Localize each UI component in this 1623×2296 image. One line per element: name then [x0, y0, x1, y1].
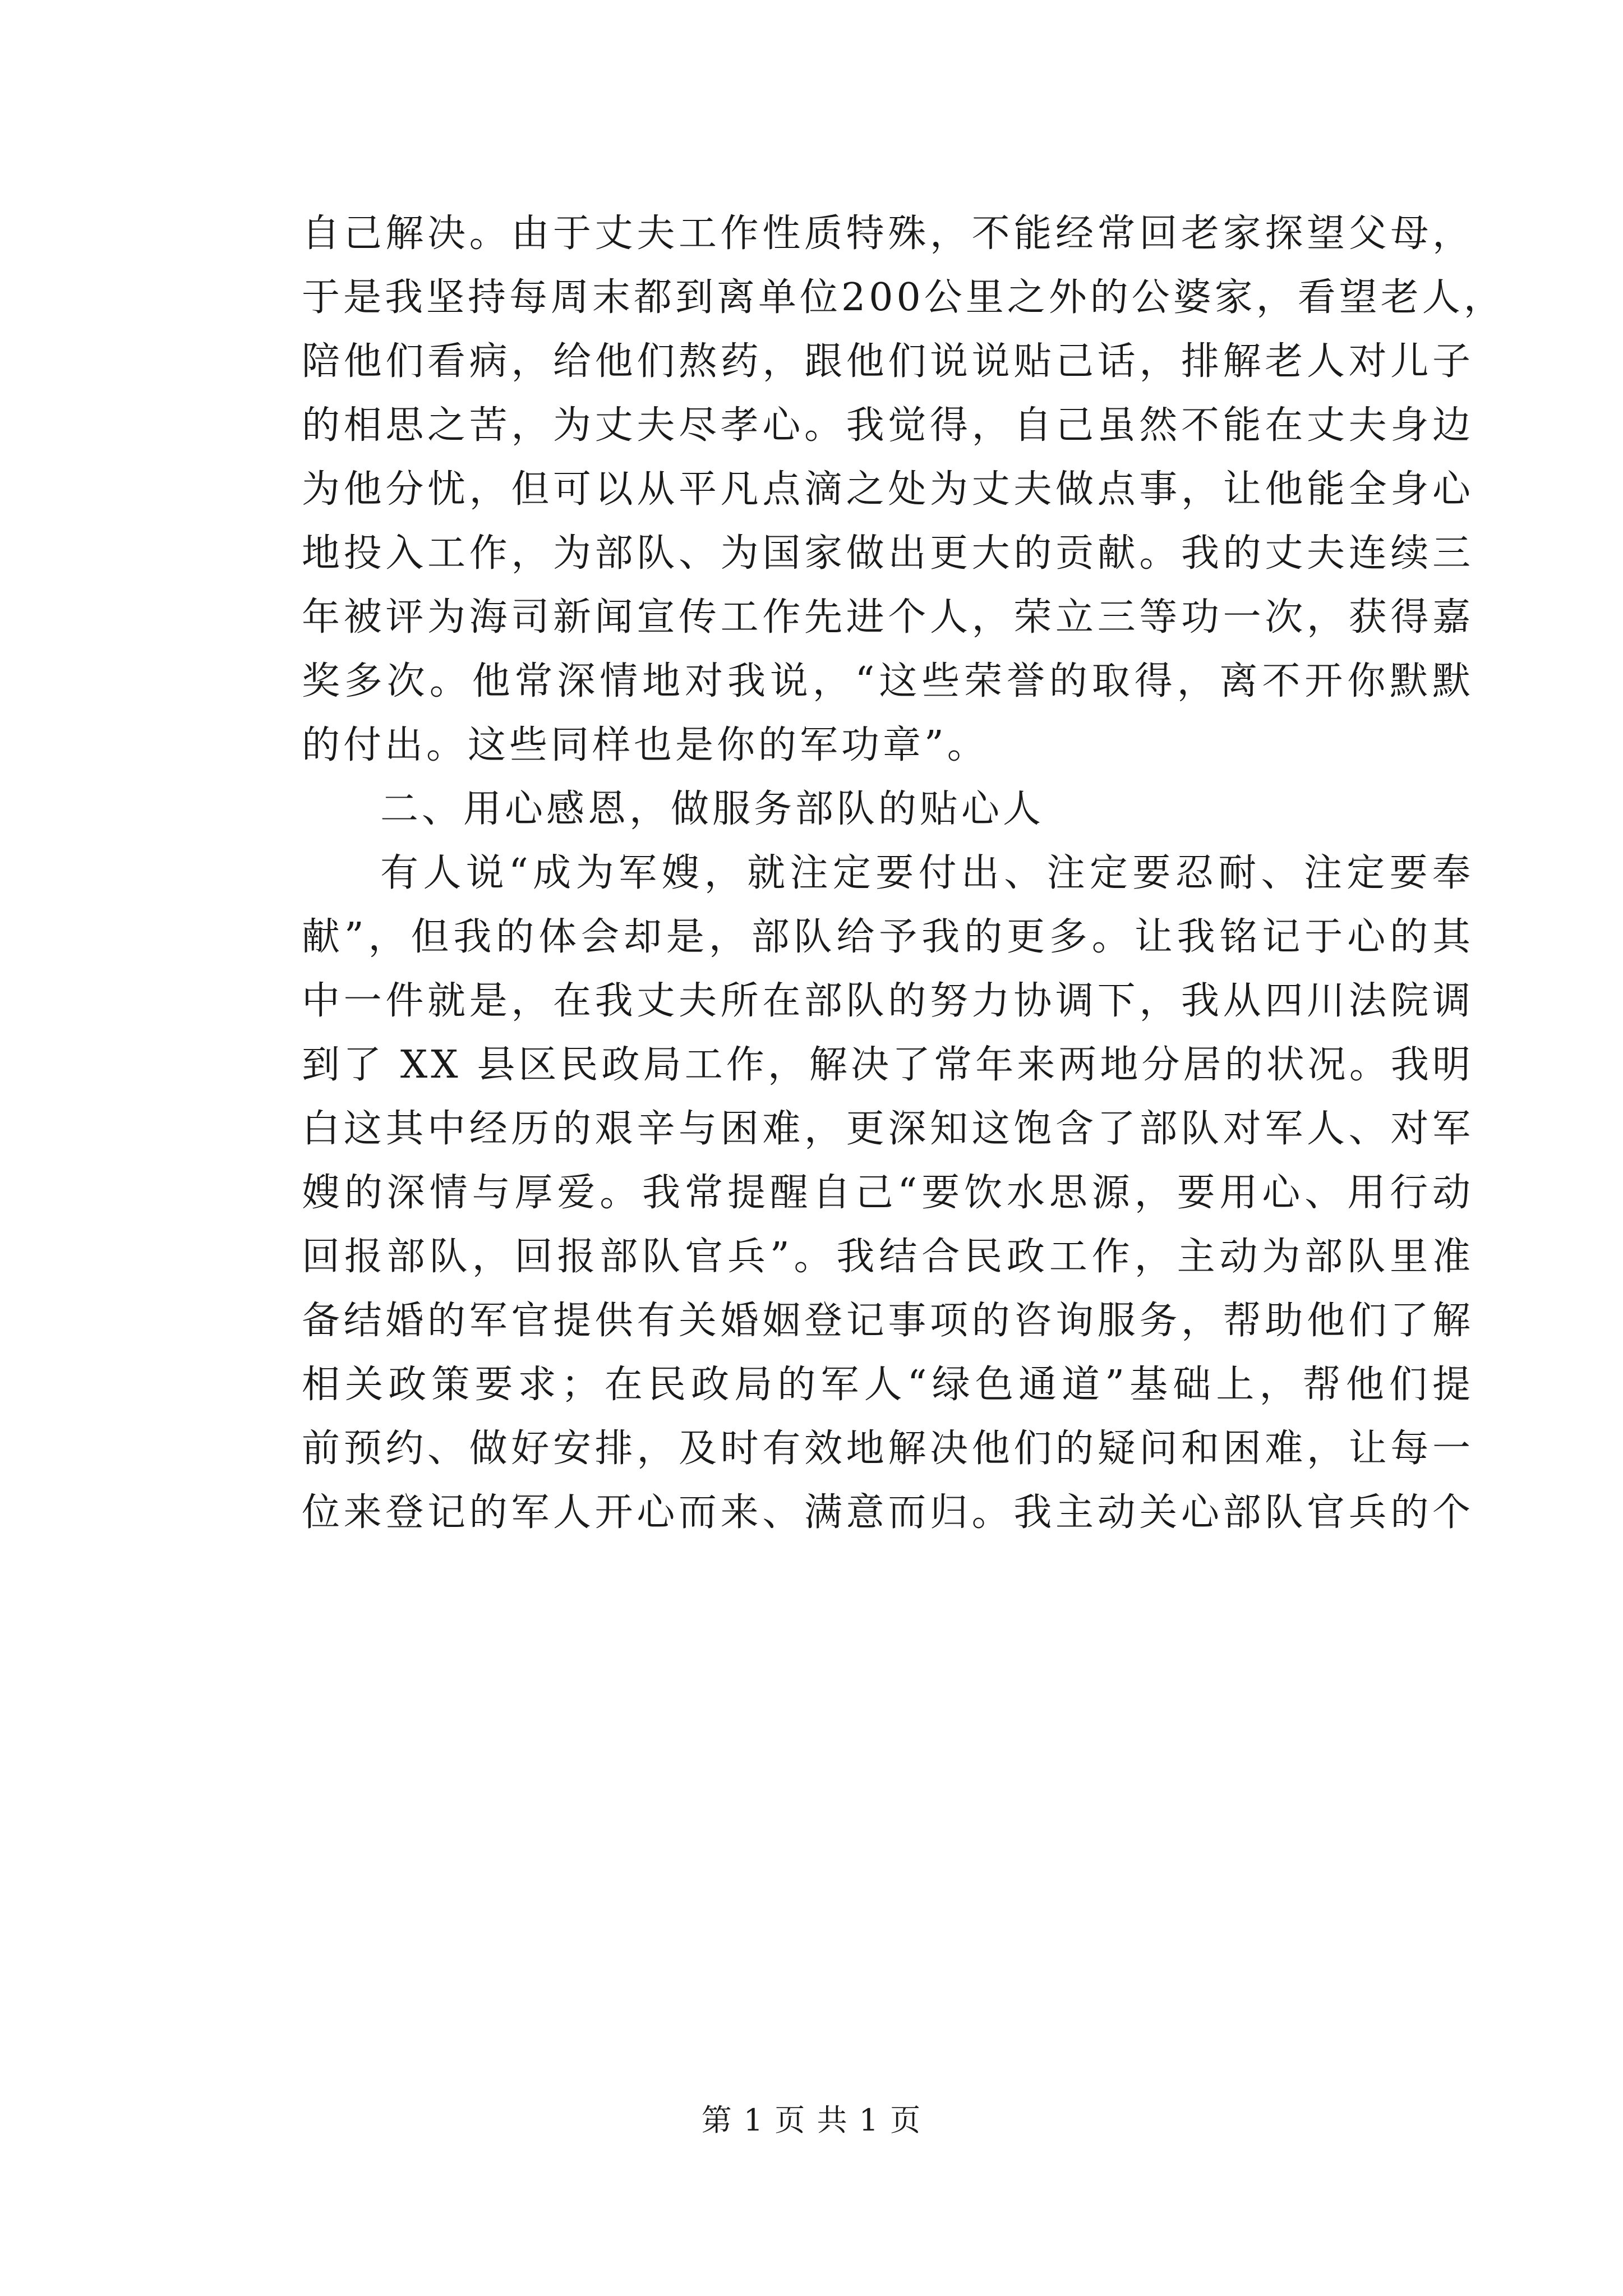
- page-number-label: 第 1 页 共 1 页: [701, 2102, 922, 2138]
- document-body: [302, 202, 1505, 1545]
- text-line: 嫂的深情与厚爱。我常提醒自己“要饮水思源，要用心、用行动: [302, 1171, 1474, 1215]
- text-line: 地投入工作，为部队、为国家做出更大的贡献。我的丈夫连续三: [302, 531, 1474, 576]
- text-line: 献”，但我的体会却是，部队给予我的更多。让我铭记于心的其: [302, 915, 1474, 959]
- text-line: 前预约、做好安排，及时有效地解决他们的疑问和困难，让每一: [302, 1427, 1474, 1471]
- text-line: 的相思之苦，为丈夫尽孝心。我觉得，自己虽然不能在丈夫身边: [302, 403, 1474, 448]
- text-line: 年被评为海司新闻宣传工作先进个人，荣立三等功一次，获得嘉: [302, 595, 1474, 639]
- text-line: 备结婚的军官提供有关婚姻登记事项的咨询服务，帮助他们了解: [302, 1299, 1474, 1343]
- text-line: 白这其中经历的艰辛与困难，更深知这饱含了部队对军人、对军: [302, 1107, 1474, 1151]
- text-line: 为他分忧，但可以从平凡点滴之处为丈夫做点事，让他能全身心: [302, 467, 1474, 512]
- text-line: 相关政策要求；在民政局的军人“绿色通道”基础上，帮他们提: [302, 1363, 1474, 1407]
- text-line: 位来登记的军人开心而来、满意而归。我主动关心部队官兵的个: [302, 1490, 1474, 1535]
- text-line: 的付出。这些同样也是你的军功章”。: [302, 723, 989, 767]
- text-line: 到了 XX 县区民政局工作，解决了常年来两地分居的状况。我明: [302, 1043, 1474, 1087]
- text-line: 陪他们看病，给他们熬药，跟他们说说贴己话，排解老人对儿子: [302, 339, 1474, 384]
- page-footer: [0, 2102, 1623, 2138]
- text-line: 回报部队，回报部队官兵”。我结合民政工作，主动为部队里准: [302, 1235, 1474, 1279]
- text-line: 自己解决。由于丈夫工作性质特殊，不能经常回老家探望父母，: [302, 211, 1474, 256]
- text-line: 于是我坚持每周末都到离单位200公里之外的公婆家，看望老人，: [302, 275, 1505, 320]
- section-heading: 二、用心感恩，做服务部队的贴心人: [380, 787, 1045, 831]
- text-line: 有人说“成为军嫂，就注定要付出、注定要忍耐、注定要奉: [380, 851, 1474, 895]
- text-line: 奖多次。他常深情地对我说，“这些荣誉的取得，离不开你默默: [302, 659, 1474, 703]
- text-line: 中一件就是，在我丈夫所在部队的努力协调下，我从四川法院调: [302, 979, 1474, 1023]
